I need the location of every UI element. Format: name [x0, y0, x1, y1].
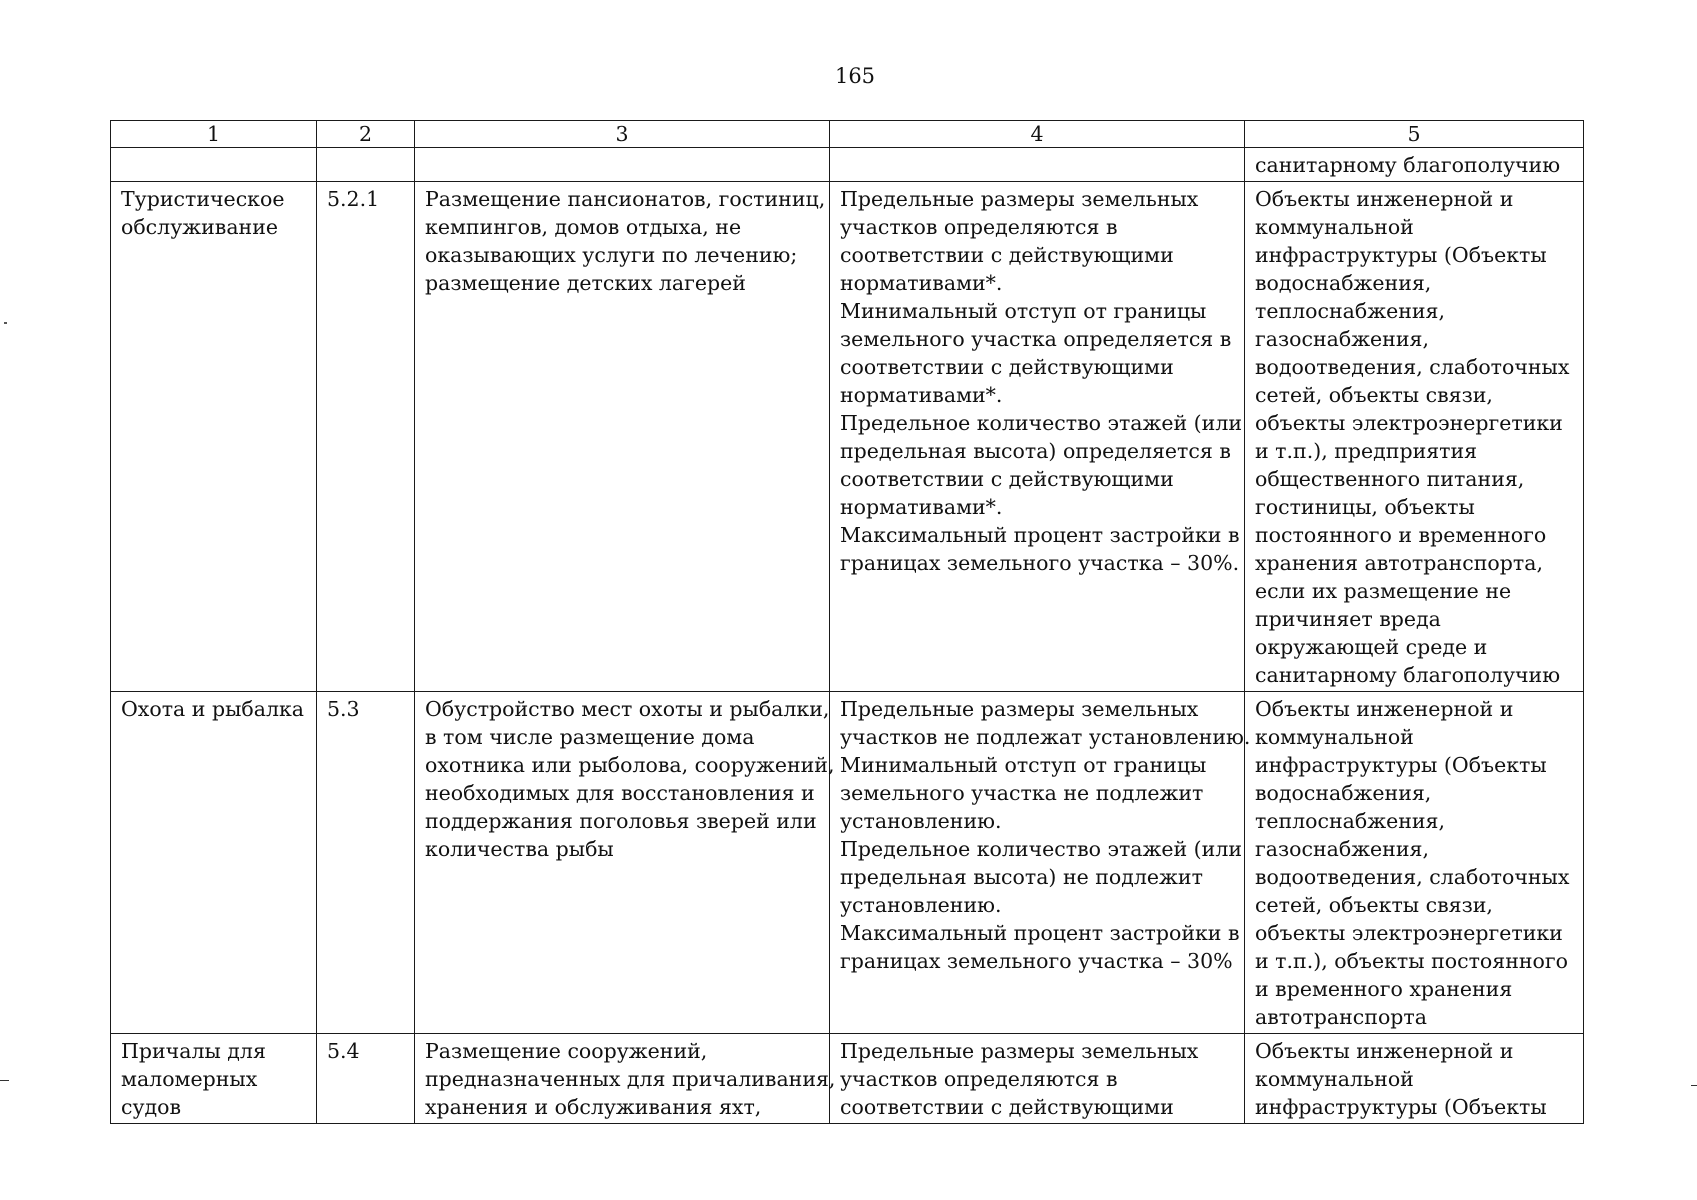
- cell-text-line: Размещение пансионатов, гостиниц,: [425, 187, 826, 211]
- cell-text-line: размещение детских лагерей: [425, 271, 746, 295]
- header-cell: 2: [317, 121, 415, 148]
- cell-text-line: сетей, объекты связи,: [1255, 383, 1493, 407]
- cell-text-line: Объекты инженерной и: [1255, 1039, 1514, 1063]
- continuation-text: санитарному благополучию: [1245, 148, 1584, 182]
- cell-text-line: Максимальный процент застройки в: [840, 523, 1240, 547]
- cell-text-line: Предельные размеры земельных: [840, 697, 1199, 721]
- cell-text-line: соответствии с действующими: [840, 1095, 1174, 1119]
- cell-text-line: количества рыбы: [425, 837, 614, 861]
- use-name-cell: [111, 182, 317, 692]
- page-number: 165: [834, 64, 876, 88]
- cell-text-line: и т.п.), объекты постоянного: [1255, 949, 1568, 973]
- cell-text-line: газоснабжения,: [1255, 837, 1429, 861]
- cell-text-line: объекты электроэнергетики: [1255, 921, 1563, 945]
- code-cell: 5.2.1: [317, 182, 415, 692]
- empty-cell: [830, 148, 1245, 182]
- header-cell: 5: [1245, 121, 1584, 148]
- cell-text-line: участков не подлежат установлению.: [840, 725, 1251, 749]
- scan-edge-mark-left: [0, 1080, 9, 1081]
- cell-text-line: границах земельного участка – 30%: [840, 949, 1233, 973]
- cell-text-line: необходимых для восстановления и: [425, 781, 815, 805]
- cell-text-line: оказывающих услуги по лечению;: [425, 243, 798, 267]
- table-row: [111, 692, 1584, 1034]
- cell-text-line: Минимальный отступ от границы: [840, 299, 1207, 323]
- cell-text-line: постоянного и временного: [1255, 523, 1547, 547]
- cell-text-line: земельного участка определяется в: [840, 327, 1232, 351]
- empty-cell: [317, 148, 415, 182]
- cell-text-line: соответствии с действующими: [840, 355, 1174, 379]
- table-row: [111, 182, 1584, 692]
- table-row: [111, 1034, 1584, 1124]
- cell-text-line: водоотведения, слаботочных: [1255, 865, 1570, 889]
- continuation-row: [111, 148, 1584, 182]
- cell-text-line: установлению.: [840, 809, 1002, 833]
- cell-text-line: причиняет вреда: [1255, 607, 1441, 631]
- cell-text-line: общественного питания,: [1255, 467, 1525, 491]
- cell-text-line: участков определяются в: [840, 215, 1118, 239]
- cell-text-line: коммунальной: [1255, 215, 1414, 239]
- scan-edge-mark-right: [1691, 1085, 1697, 1086]
- cell-text-line: Туристическое: [121, 187, 285, 211]
- cell-text-line: Обустройство мест охоты и рыбалки,: [425, 697, 830, 721]
- parameters-cell: [830, 692, 1251, 1034]
- cell-text-line: Объекты инженерной и: [1255, 697, 1514, 721]
- cell-text-line: Объекты инженерной и: [1255, 187, 1514, 211]
- cell-text-line: Максимальный процент застройки в: [840, 921, 1240, 945]
- cell-text-line: и временного хранения: [1255, 977, 1513, 1001]
- cell-text-line: теплоснабжения,: [1255, 809, 1445, 833]
- objects-cell: [1245, 692, 1584, 1034]
- cell-text-line: Предельное количество этажей (или: [840, 411, 1243, 435]
- cell-text-line: Охота и рыбалка: [121, 697, 305, 721]
- cell-text-line: в том числе размещение дома: [425, 725, 755, 749]
- cell-text-line: сетей, объекты связи,: [1255, 893, 1493, 917]
- parameters-cell: [830, 1034, 1245, 1124]
- use-name-cell: [111, 692, 317, 1034]
- code-cell: 5.3: [317, 692, 415, 1034]
- cell-text-line: нормативами*.: [840, 271, 1003, 295]
- cell-text-line: гостиницы, объекты: [1255, 495, 1475, 519]
- cell-text-line: водоснабжения,: [1255, 271, 1432, 295]
- cell-text-line: коммунальной: [1255, 1067, 1414, 1091]
- description-cell: [415, 692, 835, 1034]
- cell-text-line: соответствии с действующими: [840, 243, 1174, 267]
- objects-cell: [1245, 1034, 1584, 1124]
- cell-text-line: водоснабжения,: [1255, 781, 1432, 805]
- cell-text-line: земельного участка не подлежит: [840, 781, 1204, 805]
- cell-text-line: автотранспорта: [1255, 1005, 1427, 1029]
- cell-text-line: нормативами*.: [840, 383, 1003, 407]
- cell-text-line: Предельные размеры земельных: [840, 1039, 1199, 1063]
- cell-text-line: Предельное количество этажей (или: [840, 837, 1243, 861]
- description-cell: [415, 182, 830, 692]
- cell-text-line: Минимальный отступ от границы: [840, 753, 1207, 777]
- cell-text-line: установлению.: [840, 893, 1002, 917]
- header-cell: 3: [415, 121, 830, 148]
- cell-text-line: обслуживание: [121, 215, 278, 239]
- cell-text-line: инфраструктуры (Объекты: [1255, 1095, 1547, 1119]
- cell-text-line: границах земельного участка – 30%.: [840, 551, 1240, 575]
- cell-text-line: нормативами*.: [840, 495, 1003, 519]
- cell-text-line: судов: [121, 1095, 182, 1119]
- cell-text-line: маломерных: [121, 1067, 258, 1091]
- use-name-cell: [111, 1034, 317, 1124]
- table-header-row: [111, 121, 1584, 148]
- cell-text-line: теплоснабжения,: [1255, 299, 1445, 323]
- cell-text-line: предельная высота) не подлежит: [840, 865, 1203, 889]
- cell-text-line: Предельные размеры земельных: [840, 187, 1199, 211]
- cell-text-line: Размещение сооружений,: [425, 1039, 708, 1063]
- cell-text-line: коммунальной: [1255, 725, 1414, 749]
- empty-cell: [111, 148, 317, 182]
- scan-mark: [4, 322, 7, 324]
- cell-text-line: участков определяются в: [840, 1067, 1118, 1091]
- cell-text-line: и т.п.), предприятия: [1255, 439, 1478, 463]
- cell-text-line: газоснабжения,: [1255, 327, 1429, 351]
- description-cell: [415, 1034, 836, 1124]
- cell-text-line: инфраструктуры (Объекты: [1255, 753, 1547, 777]
- cell-text-line: предельная высота) определяется в: [840, 439, 1231, 463]
- zoning-table: [110, 120, 1584, 1124]
- code-cell: 5.4: [317, 1034, 415, 1124]
- cell-text-line: инфраструктуры (Объекты: [1255, 243, 1547, 267]
- cell-text-line: кемпингов, домов отдыха, не: [425, 215, 742, 239]
- cell-text-line: водоотведения, слаботочных: [1255, 355, 1570, 379]
- header-cell: 1: [111, 121, 317, 148]
- cell-text-line: хранения и обслуживания яхт,: [425, 1095, 762, 1119]
- cell-text-line: соответствии с действующими: [840, 467, 1174, 491]
- cell-text-line: если их размещение не: [1255, 579, 1512, 603]
- cell-text-line: санитарному благополучию: [1255, 663, 1561, 687]
- cell-text-line: поддержания поголовья зверей или: [425, 809, 817, 833]
- cell-text-line: Причалы для: [121, 1039, 266, 1063]
- cell-text-line: предназначенных для причаливания,: [425, 1067, 836, 1091]
- parameters-cell: [830, 182, 1245, 692]
- empty-cell: [415, 148, 830, 182]
- cell-text-line: объекты электроэнергетики: [1255, 411, 1563, 435]
- objects-cell: [1245, 182, 1584, 692]
- header-cell: 4: [830, 121, 1245, 148]
- cell-text-line: хранения автотранспорта,: [1255, 551, 1543, 575]
- cell-text-line: окружающей среде и: [1255, 635, 1488, 659]
- cell-text-line: охотника или рыболова, сооружений,: [425, 753, 835, 777]
